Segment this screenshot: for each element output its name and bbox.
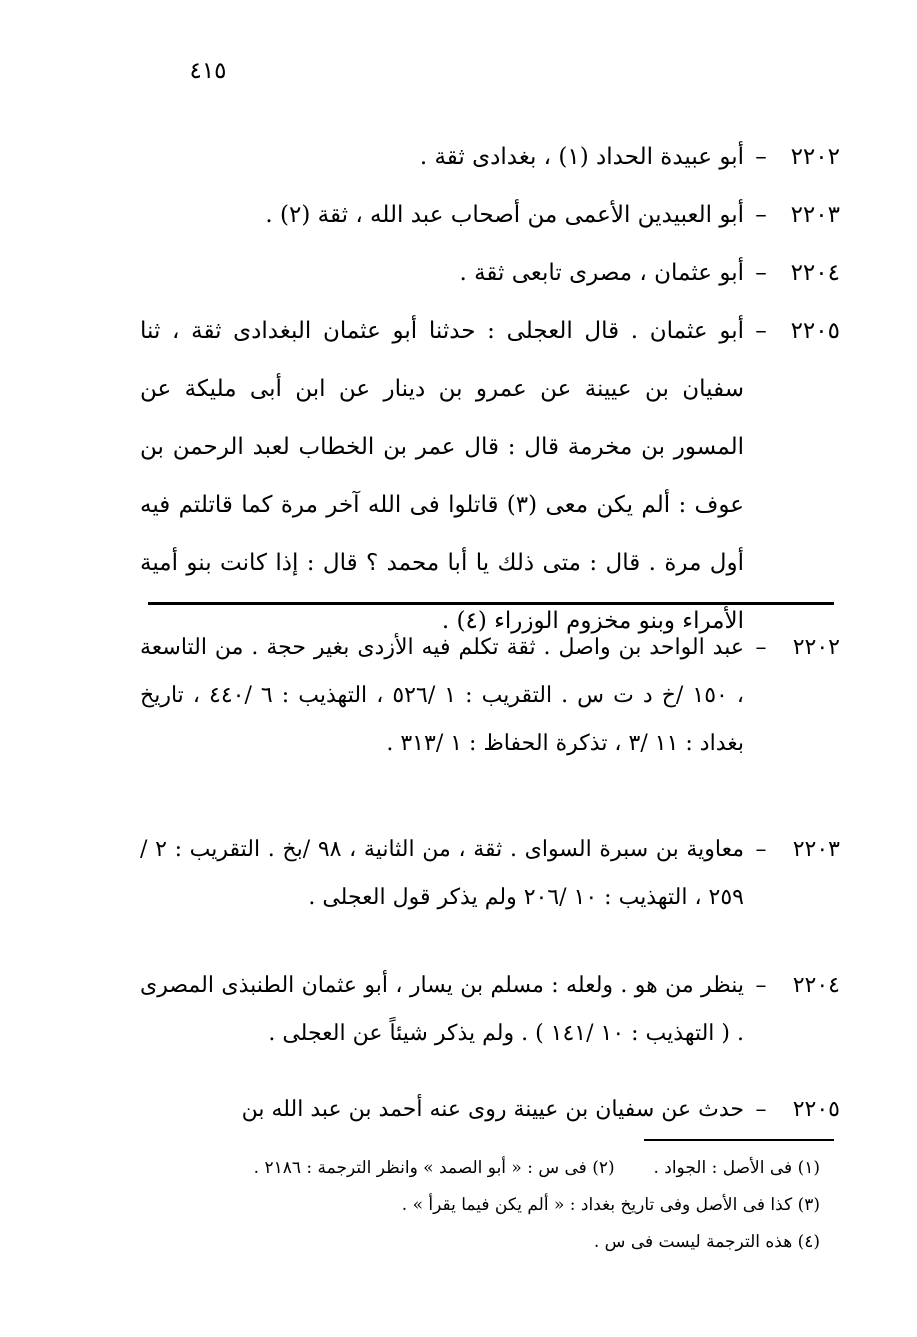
footnote-line (140, 1150, 820, 1187)
note-text: عبد الواحد بن واصل . ثقة تكلم فيه الأزدى بغير حجة . من التاسعة ، ١٥٠ /خ د ت س . التقريب : ١ /٥٢٦ ، التهذيب : ٦ /٤٤٠ ، تاريخ بغداد : ١١ /٣ ، تذكرة الحفاظ : ١ /٣١٣ . (140, 635, 744, 756)
page-number: ٤١٥ (189, 58, 227, 84)
entry-dash: – (755, 260, 767, 286)
footnote: (١) فى الأصل : الجواد . (653, 1158, 820, 1178)
note-number: ٢٢٠٢ (792, 635, 840, 660)
footnote-line (140, 1224, 820, 1261)
entry-text: أبو عثمان . قال العجلى : حدثنا أبو عثمان البغدادى ثقة ، ثنا سفيان بن عيينة عن عمرو بن دينار عن ابن أبى مليكة عن المسور بن مخرمة قال : قال عمر بن الخطاب لعبد الرحمن بن عوف : ألم يكن معى (٣) قاتلوا فى الله آخر مرة كما قاتلتم فيه أول مرة . قال : متى ذلك يا أبا محمد ؟ قال : إذا كانت بنو أمية الأمراء وبنو مخزوم الوزراء (٤) . (140, 318, 744, 634)
entry-dash: – (755, 318, 767, 344)
note-number: ٢٢٠٣ (792, 837, 840, 862)
note-text: حدث عن سفيان بن عيينة روى عنه أحمد بن عبد الله بن (241, 1097, 744, 1122)
entry-number: ٢٢٠٣ (790, 202, 840, 228)
note-text: ينظر من هو . ولعله : مسلم بن يسار ، أبو عثمان الطنبذى المصرى . ( التهذيب : ١٠ /١٤١ ) . ولم يذكر شيئاً عن العجلى . (140, 973, 744, 1046)
footnote-divider (644, 1139, 834, 1141)
note-2203 (140, 826, 840, 922)
entry-number: ٢٢٠٢ (790, 144, 840, 170)
note-text: معاوية بن سبرة السواى . ثقة ، من الثانية ، ٩٨ /بخ . التقريب : ٢ /٢٥٩ ، التهذيب : ١٠ /٢٠٦ ولم يذكر قول العجلى . (140, 837, 744, 910)
footnote: (٢) فى س : « أبو الصمد » وانظر الترجمة : ٢١٨٦ . (253, 1158, 615, 1178)
entry-number: ٢٢٠٥ (790, 318, 840, 344)
section-divider (148, 602, 834, 605)
entry-number: ٢٢٠٤ (790, 260, 840, 286)
entry-2202 (140, 128, 840, 186)
entry-text: أبو عثمان ، مصرى تابعى ثقة . (459, 260, 744, 286)
footnotes (140, 1150, 820, 1261)
note-dash: – (755, 1097, 767, 1122)
entry-2203 (140, 186, 840, 244)
footnote: (٣) كذا فى الأصل وفى تاريخ بغداد : « ألم يكن فيما يقرأ » . (401, 1195, 820, 1215)
entry-dash: – (755, 202, 767, 228)
note-number: ٢٢٠٤ (792, 973, 840, 998)
note-dash: – (755, 837, 767, 862)
note-dash: – (755, 973, 767, 998)
entry-dash: – (755, 144, 767, 170)
footnote: (٤) هذه الترجمة ليست فى س . (593, 1232, 820, 1252)
entry-2205 (140, 302, 840, 650)
entry-2204 (140, 244, 840, 302)
note-2205 (140, 1086, 840, 1134)
entry-text: أبو العبيدين الأعمى من أصحاب عبد الله ، ثقة (٢) . (265, 202, 744, 228)
note-dash: – (755, 635, 767, 660)
note-2202 (140, 624, 840, 768)
note-2204 (140, 962, 840, 1058)
entry-text: أبو عبيدة الحداد (١) ، بغدادى ثقة . (419, 144, 744, 170)
footnote-line (140, 1187, 820, 1224)
note-number: ٢٢٠٥ (792, 1097, 840, 1122)
